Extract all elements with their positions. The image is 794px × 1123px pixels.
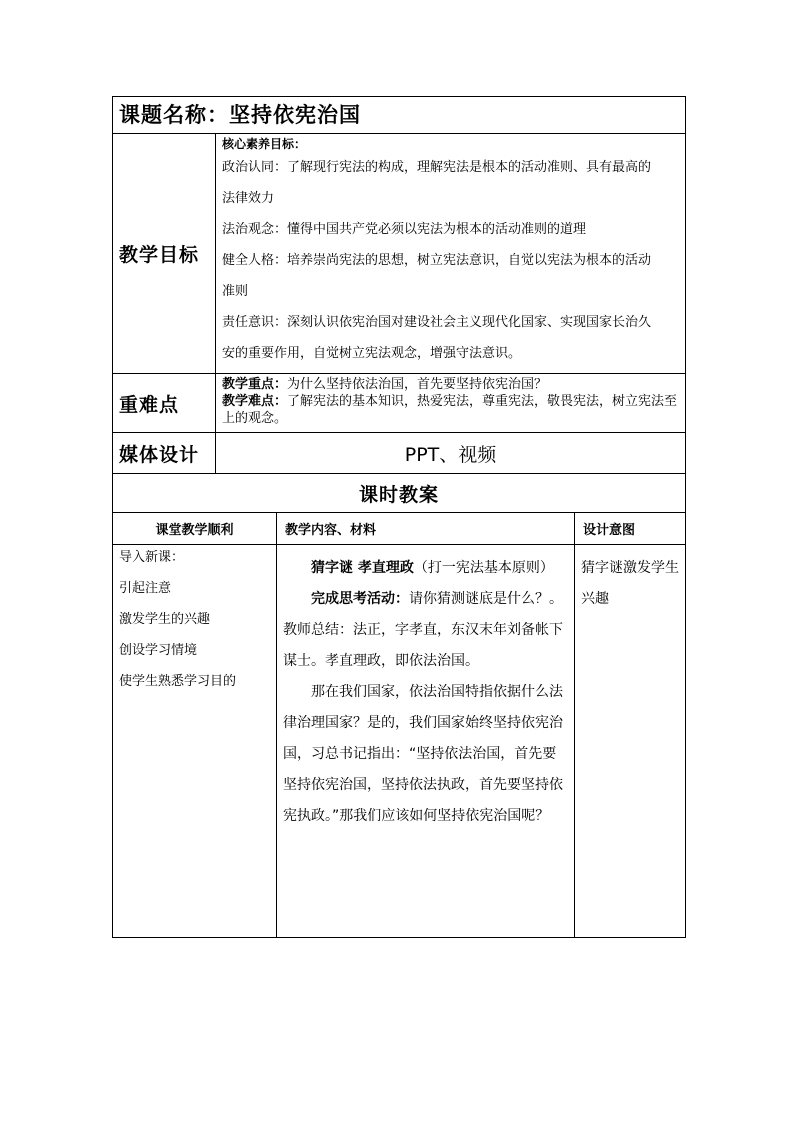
focus-label: 教学重点：	[222, 377, 288, 392]
activity-paragraph	[283, 584, 566, 615]
title-cell	[113, 97, 686, 134]
goals-heading: 核心素养目标：	[222, 137, 307, 151]
lesson-title: 课题名称：坚持依宪治国	[119, 103, 361, 127]
keypoints-label: 重难点	[119, 393, 180, 416]
process-item: 使学生熟悉学习目的	[119, 674, 237, 689]
focus-text: 为什么坚持依法治国，首先要坚持依宪治国？	[287, 377, 548, 392]
constitution-paragraph: 那在我们国家，依法治国特指依据什么法律治理国家？是的，我们国家始终坚持依宪治国，习总书记指出：“坚持依法治国，首先要坚持依宪治国，坚持依法执政，首先要坚持依宪执政。”那我们应该如何坚持依宪治国呢？	[283, 684, 563, 824]
focus-line	[222, 376, 681, 393]
column-header-row	[113, 513, 686, 545]
section-title: 课时教案	[113, 474, 686, 513]
section-title-row	[113, 474, 686, 513]
goals-content	[216, 134, 686, 374]
content-cell	[277, 545, 575, 938]
riddle-paragraph	[283, 553, 566, 584]
difficulty-label: 教学难点：	[222, 394, 288, 409]
goal-line: 责任意识：深刻认识依宪治国对建设社会主义现代化国家、实现国家长治久	[222, 315, 652, 330]
goal-line: 法律效力	[222, 191, 275, 206]
column-header-process: 课堂教学顺利	[113, 513, 277, 545]
lesson-plan-table	[112, 96, 686, 938]
goals-label-cell	[113, 134, 216, 374]
media-label-cell	[113, 433, 216, 474]
media-value: PPT、视频	[216, 433, 686, 474]
activity-rest: 请你猜测谜底是什么？。	[409, 591, 563, 607]
process-item: 激发学生的兴趣	[119, 612, 211, 627]
process-item: 引起注意	[119, 581, 172, 596]
process-item: 创设学习情境	[119, 643, 198, 658]
goal-line: 健全人格：培养崇尚宪法的思想，树立宪法意识，自觉以宪法为根本的活动	[222, 253, 652, 268]
summary-paragraph: 教师总结：法正，字孝直，东汉末年刘备帐下谋士。孝直理政，即依法治国。	[283, 622, 563, 669]
goal-line: 安的重要作用，自觉树立宪法观念，增强守法意识。	[222, 346, 522, 361]
media-label: 媒体设计	[119, 443, 200, 466]
activity-bold: 完成思考活动：	[311, 591, 409, 607]
column-header-content: 教学内容、材料	[277, 513, 575, 545]
keypoints-row	[113, 374, 686, 433]
difficulty-line	[222, 393, 681, 427]
process-cell	[113, 545, 277, 938]
lesson-body-row	[113, 545, 686, 938]
riddle-bold: 猜字谜 孝直理政	[311, 560, 414, 576]
process-item: 导入新课：	[119, 550, 185, 565]
difficulty-text: 了解宪法的基本知识，热爱宪法，尊重宪法，敬畏宪法，树立宪法至上的观念。	[222, 394, 678, 426]
goal-line: 政治认同：了解现行宪法的构成，理解宪法是根本的活动准则、具有最高的	[222, 160, 652, 175]
goals-row	[113, 134, 686, 374]
keypoints-label-cell	[113, 374, 216, 433]
goal-line: 法治观念：懂得中国共产党必须以宪法为根本的活动准则的道理	[222, 222, 587, 237]
riddle-rest: （打一宪法基本原则）	[413, 560, 554, 576]
goal-line: 准则	[222, 284, 249, 299]
title-row	[113, 97, 686, 134]
media-row	[113, 433, 686, 474]
goals-label: 教学目标	[119, 244, 200, 266]
column-header-intent: 设计意图	[575, 513, 686, 545]
keypoints-content	[216, 374, 686, 433]
intent-cell: 猜字谜激发学生兴趣	[575, 545, 686, 938]
